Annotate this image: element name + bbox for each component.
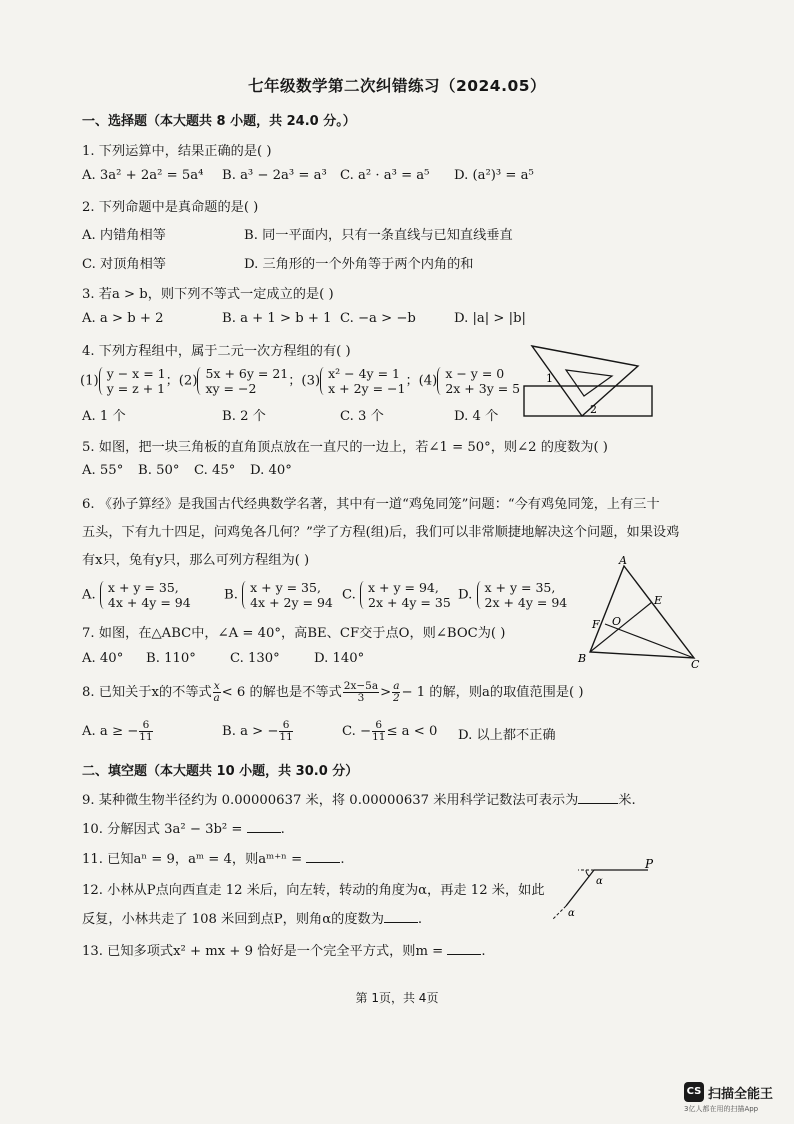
scanner-app-name: 扫描全能王 bbox=[708, 1087, 774, 1102]
q6-line-3: 有x只，兔有y只，那么可列方程组为( ) bbox=[82, 553, 310, 568]
q4-label-3: (3) bbox=[301, 373, 321, 389]
q7-vertex-c: C bbox=[691, 658, 700, 670]
q5-option-b: B. 50° bbox=[138, 463, 180, 478]
q2-stem: 2. 下列命题中是真命题的是( ) bbox=[82, 200, 259, 215]
page-footer: 第 1页，共 4页 bbox=[355, 991, 439, 1005]
q1-option-c: C. a² · a³ = a⁵ bbox=[340, 168, 430, 183]
q5-option-a: A. 55° bbox=[82, 463, 124, 478]
q7-vertex-b: B bbox=[578, 652, 587, 665]
q5-figure bbox=[520, 334, 660, 426]
q7-option-b: B. 110° bbox=[146, 651, 196, 666]
q5-angle-1-label: 1 bbox=[546, 372, 553, 385]
q4-option-c: C. 3 个 bbox=[340, 409, 384, 424]
q12-figure bbox=[548, 856, 668, 926]
q6-option-c: C. x + y = 94, 2x + 4y = 35 bbox=[342, 580, 451, 610]
q11-answer-blank[interactable] bbox=[306, 849, 340, 863]
q1-option-b: B. a³ − 2a³ = a³ bbox=[222, 168, 327, 183]
q6-option-a: A. x + y = 35, 4x + 4y = 94 bbox=[82, 580, 191, 610]
q4-label-2: (2) bbox=[178, 373, 198, 389]
page-title: 七年级数学第二次纠错练习（2024.05） bbox=[247, 77, 547, 95]
q1-option-a: A. 3a² + 2a² = 5a⁴ bbox=[82, 168, 204, 183]
q10-answer-blank[interactable] bbox=[247, 819, 281, 833]
q3-option-c: C. −a > −b bbox=[340, 311, 416, 326]
q10-text: 10. 分解因式 3a² − 3b² = . bbox=[82, 818, 285, 837]
q8-option-b: B. a > − $\frac{6}{11}$ bbox=[222, 719, 293, 743]
q4-system-3: x² − 4y = 1 x + 2y = −1 bbox=[320, 366, 405, 396]
q12-alpha-label-2: α bbox=[568, 908, 575, 919]
q12-alpha-label-1: α bbox=[596, 876, 603, 887]
q9-text: 9. 某种微生物半径约为 0.00000637 米，将 0.00000637 米用科学记数法可表示为 米. bbox=[82, 789, 636, 808]
q4-system-4: x − y = 0 2x + 3y = 5 bbox=[437, 366, 520, 396]
section-fill-heading: 二、填空题（本大题共 10 小题，共 30.0 分） bbox=[82, 764, 359, 779]
q6-option-b: B. x + y = 35, 4x + 2y = 94 bbox=[224, 580, 333, 610]
q2-option-a: A. 内错角相等 bbox=[82, 228, 166, 243]
q5-stem: 5. 如图，把一块三角板的直角顶点放在一直尺的一边上，若∠1 = 50°，则∠2 的度数为( ) bbox=[82, 440, 608, 455]
q4-label-1: (1) bbox=[80, 373, 99, 389]
q5-option-c: C. 45° bbox=[194, 463, 236, 478]
scanner-watermark bbox=[684, 1080, 788, 1116]
q3-option-b: B. a + 1 > b + 1 bbox=[222, 311, 332, 326]
q4-system-2: 5x + 6y = 21 xy = −2 bbox=[197, 366, 288, 396]
q2-option-b: B. 同一平面内，只有一条直线与已知直线垂直 bbox=[244, 228, 513, 243]
section-choice-heading: 一、选择题（本大题共 8 小题，共 24.0 分。） bbox=[82, 114, 356, 129]
q1-stem: 1. 下列运算中，结果正确的是( ) bbox=[82, 144, 272, 159]
q7-option-c: C. 130° bbox=[230, 651, 280, 666]
q7-stem: 7. 如图，在△ABC中，∠A = 40°，高BE、CF交于点O，则∠BOC为( ) bbox=[82, 626, 506, 641]
q4-option-a: A. 1 个 bbox=[82, 409, 126, 424]
q7-point-e: E bbox=[654, 594, 663, 607]
q8-option-a: A. a ≥ − $\frac{6}{11}$ bbox=[82, 719, 153, 743]
q11-text: 11. 已知aⁿ = 9，aᵐ = 4，则aᵐ⁺ⁿ = . bbox=[82, 848, 345, 867]
q8-stem: 8. 已知关于x的不等式 $\frac{x}{a}$ < 6 的解也是不等式 $\frac{2x-5a}{3}$ > $\frac{a}{2}$ − 1 的解，则a的取值范围是( ) bbox=[82, 680, 584, 704]
q13-text: 13. 已知多项式x² + mx + 9 恰好是一个完全平方式，则m = . bbox=[82, 940, 486, 959]
scanner-app-tagline: 3亿人都在用的扫描App bbox=[684, 1105, 759, 1113]
q2-option-c: C. 对顶角相等 bbox=[82, 257, 166, 272]
q7-point-f: F bbox=[592, 618, 600, 631]
q4-systems: (1) y − x = 1 y = z + 1 ；(2) 5x + 6y = 21 xy = −2 ；(3) x² − 4y = 1 x + 2y = −1 ；(4) x − y = 0 2x + 3y = 5 bbox=[80, 366, 521, 396]
q9-answer-blank[interactable] bbox=[578, 790, 618, 804]
q5-option-d: D. 40° bbox=[250, 463, 292, 478]
q4-label-4: (4) bbox=[418, 373, 438, 389]
q5-angle-2-label: 2 bbox=[590, 403, 597, 416]
q7-figure bbox=[574, 552, 704, 670]
q12-line-1: 12. 小林从P点向西直走 12 米后，向左转，转动的角度为α，再走 12 米，如此 bbox=[82, 883, 545, 898]
q2-option-d: D. 三角形的一个外角等于两个内角的和 bbox=[244, 257, 474, 272]
q3-stem: 3. 若a > b，则下列不等式一定成立的是( ) bbox=[82, 287, 334, 302]
cs-logo-icon: CS bbox=[684, 1082, 704, 1102]
q12-point-p: P bbox=[645, 857, 654, 871]
q4-option-b: B. 2 个 bbox=[222, 409, 266, 424]
q4-system-1: y − x = 1 y = z + 1 bbox=[99, 366, 166, 396]
q1-option-d: D. (a²)³ = a⁵ bbox=[454, 168, 534, 183]
q12-line-2: 反复，小林共走了 108 米回到点P，则角α的度数为 . bbox=[82, 908, 422, 927]
q7-vertex-a: A bbox=[619, 554, 627, 567]
q6-line-2: 五头，下有九十四足，问鸡兔各几何？”学了方程(组)后，我们可以非常顺捷地解决这个问题，如果设鸡 bbox=[82, 525, 680, 540]
q4-stem: 4. 下列方程组中，属于二元一次方程组的有( ) bbox=[82, 344, 351, 359]
q6-line-1: 6. 《孙子算经》是我国古代经典数学名著，其中有一道“鸡兔同笼”问题：“今有鸡兔同笼，上有三十 bbox=[82, 497, 660, 512]
q8-option-c: C. − $\frac{6}{11}$ ≤ a < 0 bbox=[342, 719, 438, 743]
q7-point-o: O bbox=[612, 615, 622, 628]
q3-option-d: D. |a| > |b| bbox=[454, 311, 526, 326]
q13-answer-blank[interactable] bbox=[447, 941, 481, 955]
q8-option-d: D. 以上都不正确 bbox=[458, 728, 556, 743]
q3-option-a: A. a > b + 2 bbox=[82, 311, 164, 326]
q6-option-d: D. x + y = 35, 2x + 4y = 94 bbox=[458, 580, 568, 610]
q7-option-d: D. 140° bbox=[314, 651, 365, 666]
q4-option-d: D. 4 个 bbox=[454, 409, 499, 424]
q12-answer-blank[interactable] bbox=[384, 909, 418, 923]
q7-option-a: A. 40° bbox=[82, 651, 124, 666]
